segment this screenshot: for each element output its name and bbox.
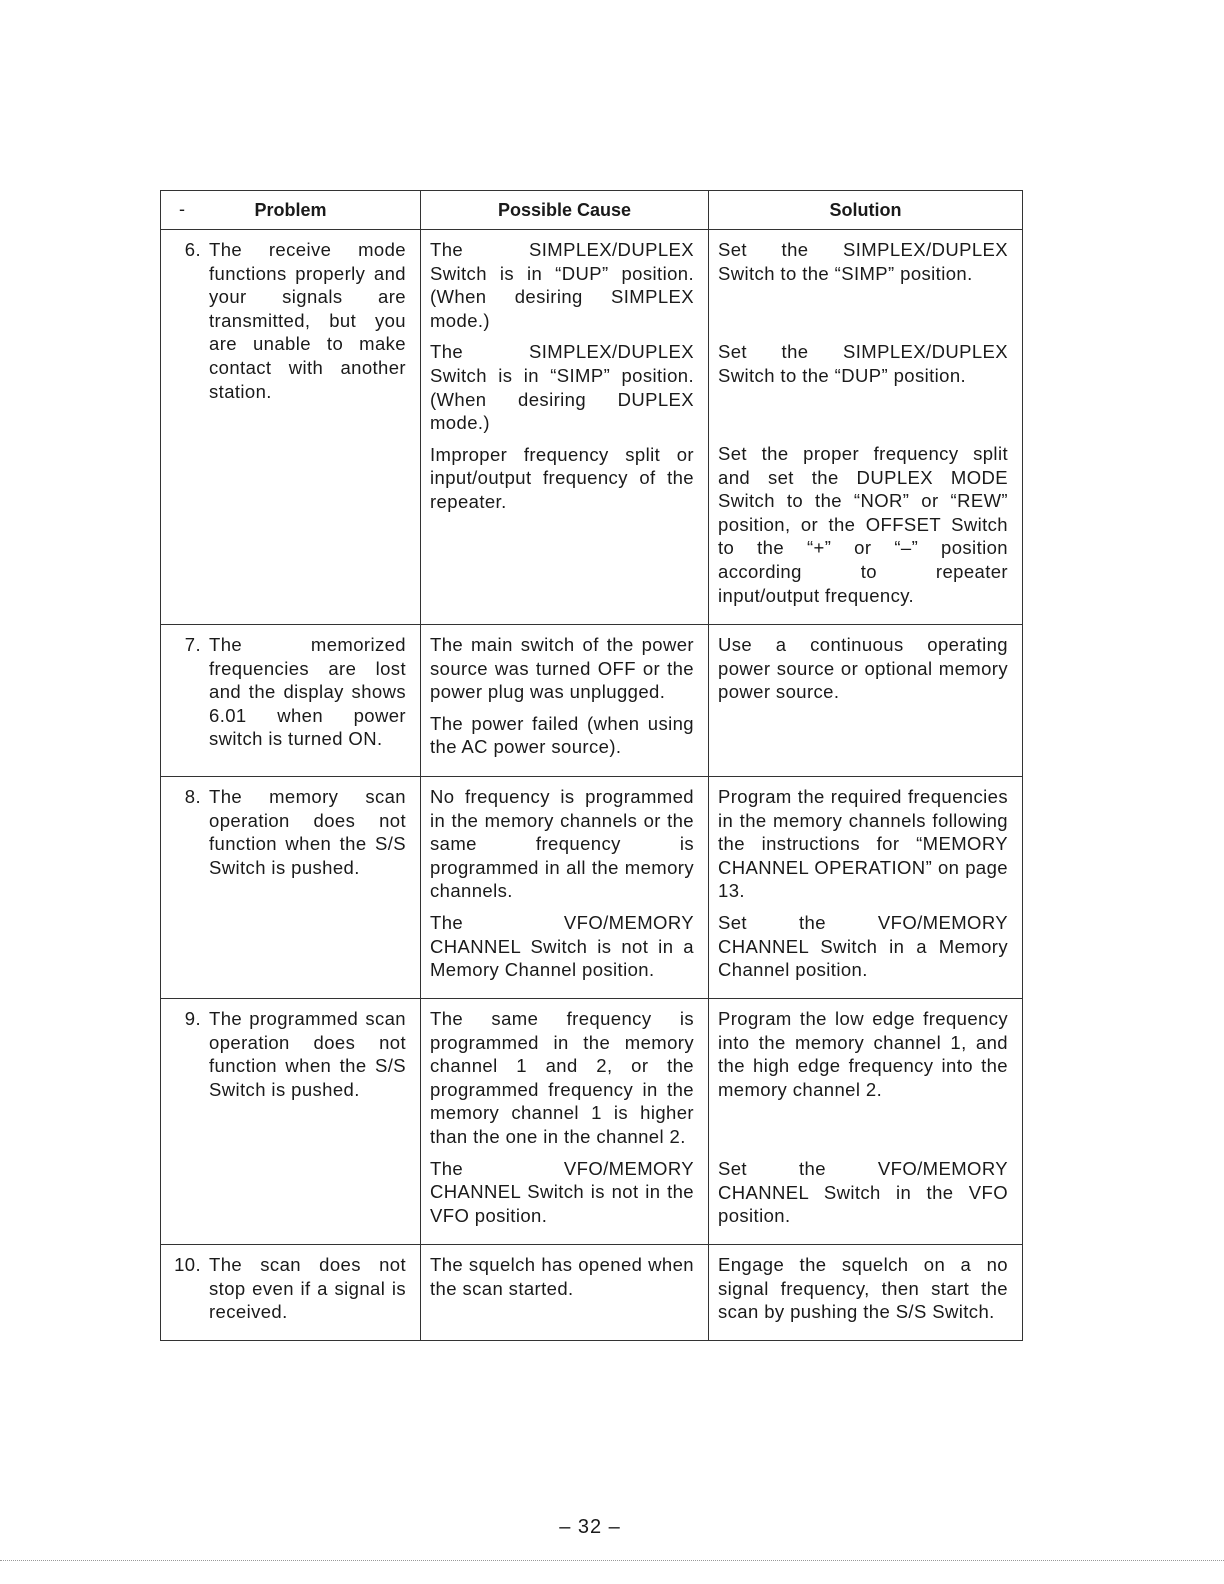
solution-cell — [709, 1245, 1023, 1341]
cause-cell — [421, 999, 709, 1245]
solution-cell — [709, 777, 1023, 999]
problem-cell — [161, 625, 421, 777]
problem-cell — [161, 999, 421, 1245]
solution-text: Program the required frequencies in the memory channels following the instructions for “MEMORY CHANNEL OPERATION” on page 13. — [718, 786, 1008, 902]
problem-number: 10. — [174, 1254, 201, 1275]
cause-text: No frequency is programmed in the memory channels or the same frequency is programmed in all the memory channels. — [430, 786, 694, 902]
header-solution: Solution — [709, 191, 1023, 230]
cause-cell — [421, 230, 709, 625]
problem-number: 6. — [184, 239, 201, 260]
problem-text: The programmed scan operation does not function when the S/S Switch is pushed. — [209, 1008, 406, 1100]
solution-text: Set the VFO/MEMORY CHANNEL Switch in the VFO position. — [718, 1158, 1008, 1227]
cause-text: The SIMPLEX/DUPLEX Switch is in “SIMP” position. (When desiring DUPLEX mode.) — [430, 341, 694, 434]
cause-text: The SIMPLEX/DUPLEX Switch is in “DUP” position. (When desiring SIMPLEX mode.) — [430, 239, 694, 331]
problem-text: The scan does not stop even if a signal is received. — [209, 1254, 406, 1323]
header-cause: Possible Cause — [421, 191, 709, 230]
header-dash: - — [179, 199, 185, 219]
cause-text: The same frequency is programmed in the memory channel 1 and 2, or the programmed frequency in the memory channel 1 is higher than the one in the channel 2. — [430, 1008, 694, 1147]
problem-text: The memorized frequencies are lost and the display shows 6.01 when power switch is turned ON. — [209, 634, 406, 750]
solution-text: Set the proper frequency split and set the DUPLEX MODE Switch to the “NOR” or “REW” position, or the OFFSET Switch to the “+” or “–” position according to repeater input/output frequency. — [718, 443, 1008, 606]
solution-cell — [709, 625, 1023, 777]
troubleshooting-table — [160, 190, 1023, 1341]
table-row — [161, 1245, 1023, 1341]
problem-cell — [161, 777, 421, 999]
table-row — [161, 625, 1023, 777]
header-problem — [161, 191, 421, 230]
solution-cell — [709, 999, 1023, 1245]
problem-text: The memory scan operation does not function when the S/S Switch is pushed. — [209, 786, 406, 878]
problem-number: 9. — [184, 1008, 201, 1029]
header-problem-label: Problem — [254, 199, 327, 220]
table-row — [161, 777, 1023, 999]
table-header-row — [161, 191, 1023, 230]
solution-text: Set the SIMPLEX/DUPLEX Switch to the “DUP” position. — [718, 341, 1008, 386]
solution-text: Engage the squelch on a no signal frequency, then start the scan by pushing the S/S Switch. — [718, 1254, 1008, 1323]
problem-number: 7. — [184, 634, 201, 655]
table-row — [161, 999, 1023, 1245]
cause-text: The main switch of the power source was turned OFF or the power plug was unplugged. — [430, 634, 694, 703]
solution-text: Set the VFO/MEMORY CHANNEL Switch in a Memory Channel position. — [718, 911, 1008, 981]
table-row — [161, 230, 1023, 625]
problem-number: 8. — [184, 786, 201, 807]
page-number: – 32 – — [559, 1516, 621, 1538]
cause-text: The VFO/MEMORY CHANNEL Switch is not in a Memory Channel position. — [430, 911, 694, 981]
problem-text: The receive mode functions properly and your signals are transmitted, but you are unable to make contact with another station. — [209, 239, 406, 402]
solution-cell — [709, 230, 1023, 625]
cause-text: The VFO/MEMORY CHANNEL Switch is not in the VFO position. — [430, 1157, 694, 1226]
cause-cell — [421, 777, 709, 999]
cause-cell — [421, 1245, 709, 1341]
problem-cell — [161, 230, 421, 625]
cause-cell — [421, 625, 709, 777]
solution-text: Set the SIMPLEX/DUPLEX Switch to the “SIMP” position. — [718, 239, 1008, 284]
cause-text: The power failed (when using the AC power source). — [430, 712, 694, 758]
solution-text: Use a continuous operating power source or optional memory power source. — [718, 634, 1008, 703]
solution-text: Program the low edge frequency into the memory channel 1, and the high edge frequency into the memory channel 2. — [718, 1008, 1008, 1100]
cause-text: Improper frequency split or input/output frequency of the repeater. — [430, 443, 694, 512]
scan-artifact-line — [0, 1560, 1224, 1564]
cause-text: The squelch has opened when the scan started. — [430, 1254, 694, 1299]
problem-cell — [161, 1245, 421, 1341]
